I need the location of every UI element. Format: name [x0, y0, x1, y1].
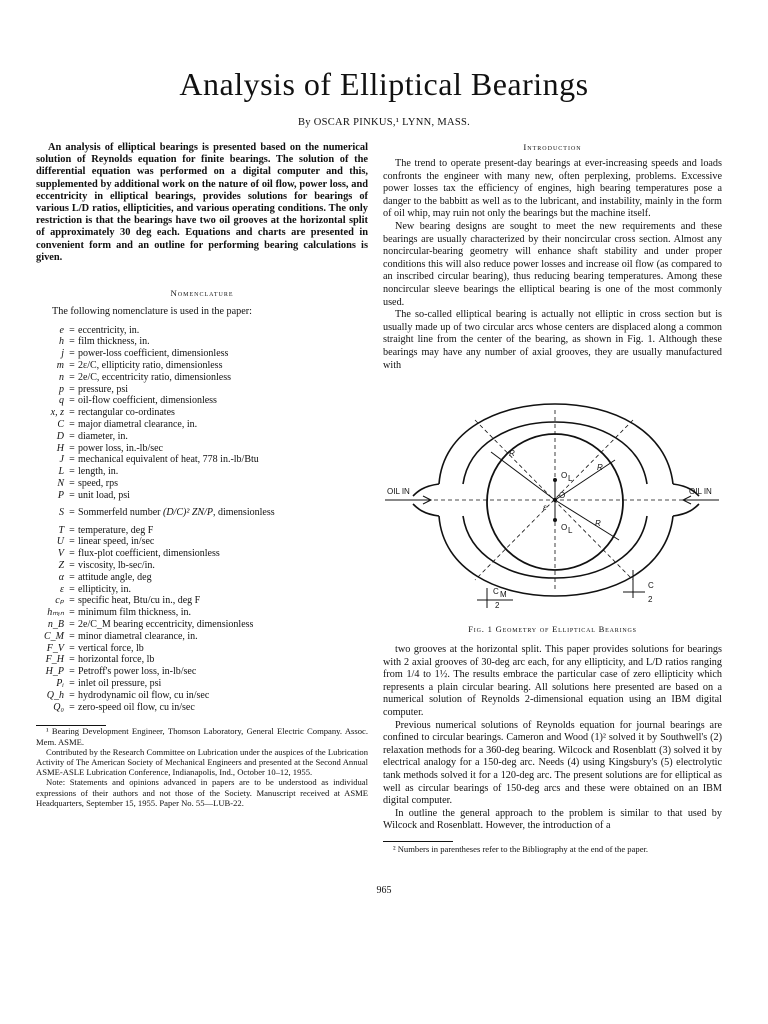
c-numerator: C: [648, 581, 654, 591]
nomenclature-row: [36, 454, 368, 466]
nomenclature-row: [36, 360, 368, 372]
radius-label-left: R: [509, 449, 515, 459]
equals-sign: =: [69, 506, 75, 518]
lower-center-subscript: L: [568, 526, 573, 536]
intro-paragraph-1: The trend to operate present-day bearings at ever-increasing speeds and loads confronts the engineer with many new, often perplexing, problems. Excessive power losses tax the efficiency of engines, high bearing temperatures pose a danger to the babbitt as well as to the lubricant, and instability, mainly in the form of oil whip, may ruin not only the bearings but the machine itself.: [383, 158, 722, 220]
nomenclature-row: [36, 666, 368, 678]
nomenclature-definition: specific heat, Btu/cu in., deg F: [78, 595, 201, 607]
nomenclature-symbol: j: [61, 348, 64, 360]
equals-sign: =: [69, 348, 75, 360]
equals-sign: =: [69, 419, 75, 430]
equals-sign: =: [69, 466, 75, 478]
intro-paragraph-5: Previous numerical solutions of Reynolds equation for journal bearings are confined to circular bearings. Cameron and Wood (1)² solved it by Southwell's (2) relaxation methods for a 360-deg bearing. Wilcock and Rosenblatt (3) solved it by electrical analogy for a 150-deg arc. Needs (4) using Kingsbury's (5) electrolytic tank methods solved it for a 120-deg arc. The present solutions are for elliptical as well as circular bearings of 150-deg arcs and these were obtained on an IBM digital computer.: [383, 719, 722, 807]
nomenclature-symbol: h: [59, 336, 64, 348]
nomenclature-symbol: F_V: [46, 642, 64, 654]
equals-sign: =: [69, 607, 75, 619]
nomenclature-definition: power loss, in.-lb/sec: [78, 442, 163, 454]
nomenclature-definition: minor diametral clearance, in.: [78, 630, 198, 642]
footnote-contributed: Contributed by the Research Committee on Lubrication under the auspices of the Lubrication Activity of The American Society of Mechanical Engineers and presented at the Second Annual ASME-ASLE Lubrication Conference, Indianapolis, Ind., October 10–12, 1955.: [36, 746, 368, 778]
figure-1: [383, 380, 722, 618]
nomenclature-row: [36, 443, 368, 455]
sommerfeld-label: Sommerfeld number: [78, 506, 161, 518]
nomenclature-symbol: D: [56, 430, 64, 442]
nomenclature-definition: inlet oil pressure, psi: [78, 677, 162, 689]
nomenclature-symbol: n: [59, 371, 64, 383]
nomenclature-definition: length, in.: [78, 466, 119, 478]
equals-sign: =: [69, 324, 75, 336]
footnote-note: Note: Statements and opinions advanced in papers are to be understood as individual expressions of their authors and not those of the Society. Manuscript received at ASME Headquarters, September 15, 1955. Paper No. 55—LUB-22.: [36, 777, 368, 808]
nomenclature-symbol: N: [57, 477, 64, 489]
equals-sign: =: [69, 395, 75, 407]
equals-sign: =: [69, 336, 75, 348]
equals-sign: =: [69, 407, 75, 419]
nomenclature-row: [36, 466, 368, 478]
nomenclature-row: [36, 678, 368, 690]
nomenclature-symbol: cₚ: [55, 595, 64, 607]
nomenclature-row: [36, 619, 368, 631]
nomenclature-definition: diameter, in.: [78, 430, 128, 442]
nomenclature-symbol: L: [58, 466, 64, 478]
equals-sign: =: [69, 536, 75, 548]
equals-sign: =: [69, 524, 75, 536]
nomenclature-symbol: P: [57, 489, 64, 501]
nomenclature-row: [36, 419, 368, 431]
lower-center-label: O: [561, 523, 568, 533]
nomenclature-symbol: Z: [58, 559, 64, 571]
nomenclature-row: [36, 631, 368, 643]
equals-sign: =: [69, 595, 75, 607]
intro-paragraph-4: two grooves at the horizontal split. This paper provides solutions for bearings with 2 axial grooves of 30-deg arc each, for any ellipticity, and L/D ratios ranging from 1/4 to 1½. The results embrace the particular case of zero ellipticity which represents a plain circular bearing. All solutions here presented are based on a numerical solution of Reynolds 2-dimensional equation using an IBM digital computer.: [383, 644, 722, 719]
equals-sign: =: [69, 442, 75, 454]
nomenclature-symbol: α: [58, 571, 64, 583]
nomenclature-definition: temperature, deg F: [78, 524, 154, 536]
equals-sign: =: [69, 701, 75, 713]
housing-top-arc: [439, 404, 673, 484]
nomenclature-row: [36, 560, 368, 572]
housing-bottom-arc: [439, 516, 673, 596]
nomenclature-symbol: F_H: [45, 654, 64, 666]
upper-center-subscript: L: [568, 474, 573, 484]
bearing-center-label: O: [559, 491, 566, 501]
nomenclature-row: [36, 384, 368, 396]
nomenclature-row: [36, 325, 368, 337]
footnote-2: ² Numbers in parentheses refer to the Bibliography at the end of the paper.: [393, 844, 649, 854]
nomenclature-intro: The following nomenclature is used in the paper:: [52, 306, 253, 318]
equals-sign: =: [69, 642, 75, 654]
nomenclature-definition: 2e/C, eccentricity ratio, dimensionless: [78, 371, 232, 383]
nomenclature-definition: speed, rps: [78, 477, 118, 489]
nomenclature-row: [36, 348, 368, 360]
nomenclature-symbol: U: [56, 536, 64, 548]
equals-sign: =: [69, 571, 75, 583]
footnote-1: ¹ Bearing Development Engineer, Thomson Laboratory, General Electric Company. Assoc. Mem. ASME.: [36, 726, 368, 747]
nomenclature-symbol: C: [57, 419, 64, 430]
nomenclature-row: [36, 572, 368, 584]
nomenclature-definition: minimum film thickness, in.: [78, 607, 192, 619]
nomenclature-definition: viscosity, lb-sec/in.: [78, 559, 155, 571]
nomenclature-row: [36, 607, 368, 619]
equals-sign: =: [69, 454, 75, 466]
nomenclature-symbol: S: [59, 506, 64, 518]
intro-paragraph-3: The so-called elliptical bearing is actually not elliptic in cross section but is usually made up of two circular arcs whose centers are displaced along a common straight line from the center of the bearing, as shown in Fig. 1. Although these bearings may have any number of axial grooves, they are usually manufactured with: [383, 309, 722, 371]
nomenclature-list-continued: [36, 525, 368, 714]
nomenclature-symbol: Q_h: [46, 689, 64, 701]
nomenclature-definition: eccentricity, in.: [78, 324, 140, 336]
nomenclature-symbol: V: [57, 548, 64, 560]
nomenclature-definition: flux-plot coefficient, dimensionless: [78, 548, 220, 560]
equals-sign: =: [69, 371, 75, 383]
nomenclature-row: [36, 372, 368, 384]
nomenclature-row: [36, 702, 368, 714]
equals-sign: =: [69, 383, 75, 395]
equals-sign: =: [69, 654, 75, 666]
nomenclature-definition: linear speed, in/sec: [78, 536, 155, 548]
nomenclature-symbol: ε: [60, 583, 64, 595]
c-denominator: 2: [648, 595, 653, 605]
equals-sign: =: [69, 583, 75, 595]
equals-sign: =: [69, 489, 75, 501]
nomenclature-symbol: H_P: [45, 666, 64, 678]
equals-sign: =: [69, 559, 75, 571]
nomenclature-definition: rectangular co-ordinates: [78, 407, 175, 419]
ellipticity-label: ε: [543, 503, 547, 513]
nomenclature-row: [36, 431, 368, 443]
nomenclature-definition: Petroff's power loss, in-lb/sec: [78, 666, 197, 678]
radius-label-right: R: [597, 463, 603, 473]
nomenclature-definition: oil-flow coefficient, dimensionless: [78, 395, 217, 407]
nomenclature-row: [36, 395, 368, 407]
nomenclature-row: [36, 336, 368, 348]
cm-subscript: M: [500, 590, 507, 600]
nomenclature-definition: 2e/C_M bearing eccentricity, dimensionless: [78, 618, 254, 630]
nomenclature-symbol: e: [59, 324, 64, 336]
nomenclature-row: [36, 595, 368, 607]
nomenclature-symbol: H: [56, 442, 64, 454]
nomenclature-symbol: q: [59, 395, 64, 407]
right-column: [383, 142, 722, 854]
nomenclature-row: [36, 478, 368, 490]
equals-sign: =: [69, 360, 75, 372]
equals-sign: =: [69, 430, 75, 442]
nomenclature-definition: mechanical equivalent of heat, 778 in.-lb/Btu: [78, 454, 259, 466]
nomenclature-definition: [78, 506, 368, 520]
nomenclature-definition: 2ε/C, ellipticity ratio, dimensionless: [78, 360, 223, 372]
nomenclature-row-sommerfeld: [36, 502, 368, 525]
equals-sign: =: [69, 618, 75, 630]
intro-paragraph-2: New bearing designs are sought to meet the new requirements and these bearings are usually characterized by their noncircular cross section. Almost any noncircular-bearing geometry will enhance shaft stability and under proper conditions this will also reduce power losses and increase oil flow (as compared to an inscribed circular bearing), thus reducing bearing temperatures. Among these noncircular sleeve bearings the elliptical bearing is one of the most commonly used.: [383, 220, 722, 308]
equals-sign: =: [69, 666, 75, 678]
nomenclature-symbol: x, z: [50, 407, 64, 419]
nomenclature-symbol: Pᵢ: [56, 677, 64, 689]
equals-sign: =: [69, 677, 75, 689]
oil-in-right-label: OIL IN: [689, 487, 712, 497]
sommerfeld-formula: (D/C)² ZN/P: [162, 506, 213, 518]
cm-numerator: C: [493, 587, 499, 597]
nomenclature-symbol: C_M: [44, 630, 64, 642]
equals-sign: =: [69, 689, 75, 701]
nomenclature-symbol: n_B: [47, 618, 64, 630]
nomenclature-definition: pressure, psi: [78, 383, 128, 395]
nomenclature-symbol: p: [59, 383, 64, 395]
author-byline: By OSCAR PINKUS,¹ LYNN, MASS.: [297, 117, 471, 128]
nomenclature-definition: horizontal force, lb: [78, 654, 155, 666]
nomenclature-definition: zero-speed oil flow, cu in/sec: [78, 701, 195, 713]
nomenclature-row: [36, 654, 368, 666]
bearing-geometry-diagram: [383, 380, 722, 618]
abstract: An analysis of elliptical bearings is presented based on the numerical solution of Reynolds equation for finite bearings. The solution of the differential equation was performed on a digital computer and this, supplemented by additional work on the nature of oil flow, power loss, and eccentricity in elliptical bearings, provides solutions for bearings of various L/D ratios, ellipticities, and various operating conditions. The only restriction is that the bearings have two oil grooves at the horizontal split of approximately 30 deg each. Equations and charts are presented in convenient form and an outline for performing bearing calculations is given.: [36, 142, 368, 263]
radius-label-lower: R: [595, 519, 601, 529]
equals-sign: =: [69, 477, 75, 489]
footnote-rule-right: [383, 841, 453, 842]
paper-title: Analysis of Elliptical Bearings: [179, 66, 589, 102]
nomenclature-symbol: T: [58, 524, 64, 536]
nomenclature-definition: film thickness, in.: [78, 336, 150, 348]
introduction-heading: Introduction: [523, 142, 582, 152]
nomenclature-definition: vertical force, lb: [78, 642, 144, 654]
oil-in-left-label: OIL IN: [387, 487, 410, 497]
nomenclature-definition: major diametral clearance, in.: [78, 419, 198, 430]
nomenclature-row: [36, 548, 368, 560]
sommerfeld-suffix: , dimensionless: [212, 506, 275, 518]
nomenclature-definition: hydrodynamic oil flow, cu in/sec: [78, 689, 210, 701]
footnotes: [36, 726, 368, 808]
equals-sign: =: [69, 630, 75, 642]
nomenclature-row: [36, 525, 368, 537]
nomenclature-symbol: Q₀: [53, 701, 64, 713]
nomenclature-row: [36, 536, 368, 548]
page-number: 965: [376, 885, 392, 896]
left-column: [36, 142, 368, 808]
nomenclature-definition: unit load, psi: [78, 489, 130, 501]
nomenclature-definition: attitude angle, deg: [78, 571, 152, 583]
intro-paragraph-6: In outline the general approach to the problem is similar to that used by Wilcock and Rosenblatt. However, the introduction of a: [383, 807, 722, 832]
nomenclature-list: [36, 325, 368, 502]
figure-caption: Fig. 1 Geometry of Elliptical Bearings: [468, 624, 637, 635]
nomenclature-row: [36, 490, 368, 502]
nomenclature-row: [36, 690, 368, 702]
nomenclature-symbol: J: [59, 454, 64, 466]
equals-sign: =: [69, 548, 75, 560]
nomenclature-row: [36, 407, 368, 419]
nomenclature-symbol: hₘᵢₙ: [47, 607, 64, 619]
nomenclature-row: [36, 584, 368, 596]
nomenclature-definition: power-loss coefficient, dimensionless: [78, 348, 229, 360]
nomenclature-row: [36, 643, 368, 655]
nomenclature-symbol: m: [56, 360, 64, 372]
nomenclature-heading: Nomenclature: [170, 288, 234, 299]
nomenclature-definition: ellipticity, in.: [78, 583, 131, 595]
upper-center-label: O: [561, 471, 568, 481]
cm-denominator: 2: [495, 601, 500, 611]
